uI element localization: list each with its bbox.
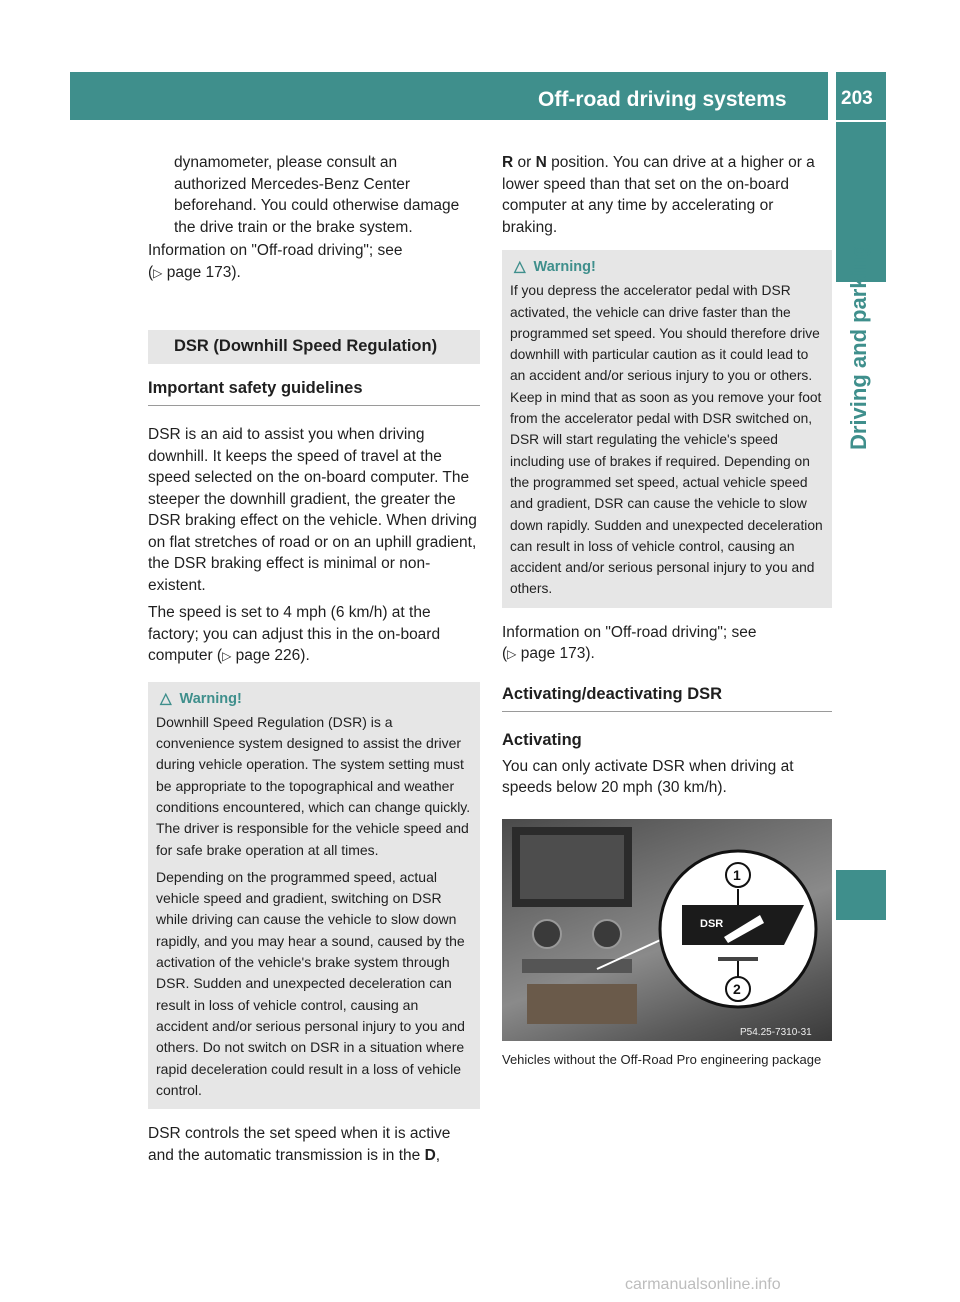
page-number: 203: [841, 88, 873, 109]
gear-position: D: [424, 1146, 436, 1164]
side-tab-marker: [836, 870, 886, 920]
intro-line: beforehand. You could otherwise damage: [174, 197, 460, 214]
callout-number: 2: [733, 981, 741, 997]
page-ref-arrow-icon: ▷: [507, 647, 517, 662]
climate-knob: [593, 920, 621, 948]
section-title: Important safety guidelines: [148, 372, 480, 407]
body-text: position. You can drive at a higher or a lower speed than that set on the on-board computer at any time by accelerating or braking.: [502, 154, 815, 236]
dashboard-photo: [502, 819, 832, 1041]
warning-title: Warning!: [179, 690, 242, 707]
intro-line: authorized Mercedes-Benz Center: [174, 175, 411, 193]
indicator-lamp: [718, 957, 758, 961]
display-panel: [520, 835, 624, 899]
body-text: The speed is set to 4 mph (6 km/h) at the factory; you can adjust this in the on-board computer (: [148, 604, 441, 664]
intro-line: dynamometer, please consult an: [174, 154, 398, 171]
body-paragraph: DSR is an aid to assist you when driving downhill. It keeps the speed of travel at the speed selected on the on-board computer. The steeper the downhill gradient, the greater the DSR braking effect on the vehicle. When driving on flat stretches of road or on an uphill gradient, the DSR braking effect is minimal or non-existent.: [148, 426, 477, 594]
warning-box: [502, 250, 832, 608]
page-link[interactable]: page 226).: [235, 647, 310, 664]
info-text: Information on "Off-road driving"; see: [502, 623, 757, 641]
dsr-button-illustration: [502, 819, 832, 1041]
info-reference: Information on "Off-road driving"; see (▷ page 173).: [502, 623, 757, 663]
body-text: ,: [435, 1146, 441, 1164]
wood-trim: [527, 984, 637, 1024]
side-tab-label: Driving and parking: [846, 243, 871, 450]
info-reference: Information on "Off-road driving"; see (▷ page 173).: [148, 242, 403, 281]
page-link[interactable]: page 173).: [520, 645, 595, 663]
body-paragraph: [148, 602, 480, 668]
climate-knob: [533, 920, 561, 948]
dsr-button-label: DSR: [700, 918, 724, 930]
warning-text: Depending on the programmed speed, actual vehicle speed and gradient, switching on DSR while driving can cause the vehicle to slow down rapidly, and you may hear a sound, caused by the activation of the vehicle's brake system through DSR. Sudden and unexpected deceleration can result in loss of vehicle control, causing an accident and/or serious personal injury to you and others. Do not switch on DSR in a situation where rapid deceleration could result in a loss of vehicle control.: [156, 868, 465, 1098]
gear-position: R: [502, 154, 514, 171]
body-paragraph: [148, 1123, 480, 1166]
figure-code: P54.25-7310-31: [740, 1027, 812, 1038]
figure-caption: Vehicles without the Off-Road Pro engineering package: [502, 1052, 822, 1067]
gear-position: N: [535, 154, 547, 171]
section-heading-bar: DSR (Downhill Speed Regulation): [148, 330, 480, 364]
body-paragraph: [502, 152, 832, 238]
subsection-title: Activating: [502, 731, 582, 750]
right-column: [502, 152, 832, 805]
left-column: [148, 152, 480, 240]
header-title: Off-road driving systems: [538, 88, 787, 111]
intro-text: [148, 152, 480, 238]
body-text: or: [513, 154, 536, 171]
warning-text: If you depress the accelerator pedal with DSR activated, the vehicle can drive faster than the programmed set speed. You should therefore drive downhill with particular caution as it could lead to an accident and/or serious injury to you or others. Keep in mind that as soon as you remove your foot from the accelerator pedal with DSR switched on, DSR will start regulating the vehicle's speed including use of brakes if required. Depending on the programmed set speed, actual vehicle speed and gradient, DSR can cause the vehicle to slow down rapidly. Sudden and unexpected deceleration can result in loss of vehicle control, causing an accident and/or serious personal injury to you and others.: [510, 283, 823, 597]
watermark: carmanualsonline.info: [625, 1276, 781, 1293]
warning-title: Warning!: [533, 259, 596, 275]
warning-box: [148, 682, 480, 1110]
callout-number: 1: [733, 867, 741, 883]
page-ref-arrow-icon: ▷: [153, 265, 163, 280]
page-link[interactable]: page 173).: [166, 263, 241, 281]
warning-text: Downhill Speed Regulation (DSR) is a convenience system designed to assist the driver during vehicle operation. The system setting must be appropriate to the topographical and weather conditions encountered, which can change quickly. The driver is responsible for the vehicle speed and for safe brake operation at all times.: [156, 713, 471, 858]
body-paragraph: You can only activate DSR when driving at speeds below 20 mph (30 km/h).: [502, 757, 794, 797]
warning-triangle-icon: △: [514, 258, 526, 275]
page-ref-arrow-icon: ▷: [222, 649, 232, 663]
info-text: Information on "Off-road driving"; see: [148, 242, 403, 259]
body-text: DSR controls the set speed when it is active and the automatic transmission is in the: [148, 1125, 451, 1164]
intro-line: the drive train or the brake system.: [174, 218, 413, 236]
warning-triangle-icon: △: [160, 689, 172, 707]
section-title: Activating/deactivating DSR: [502, 678, 832, 713]
header-separator: [830, 72, 834, 120]
left-main: [148, 240, 480, 1172]
warning-heading: [510, 256, 824, 278]
warning-heading: [156, 688, 472, 710]
